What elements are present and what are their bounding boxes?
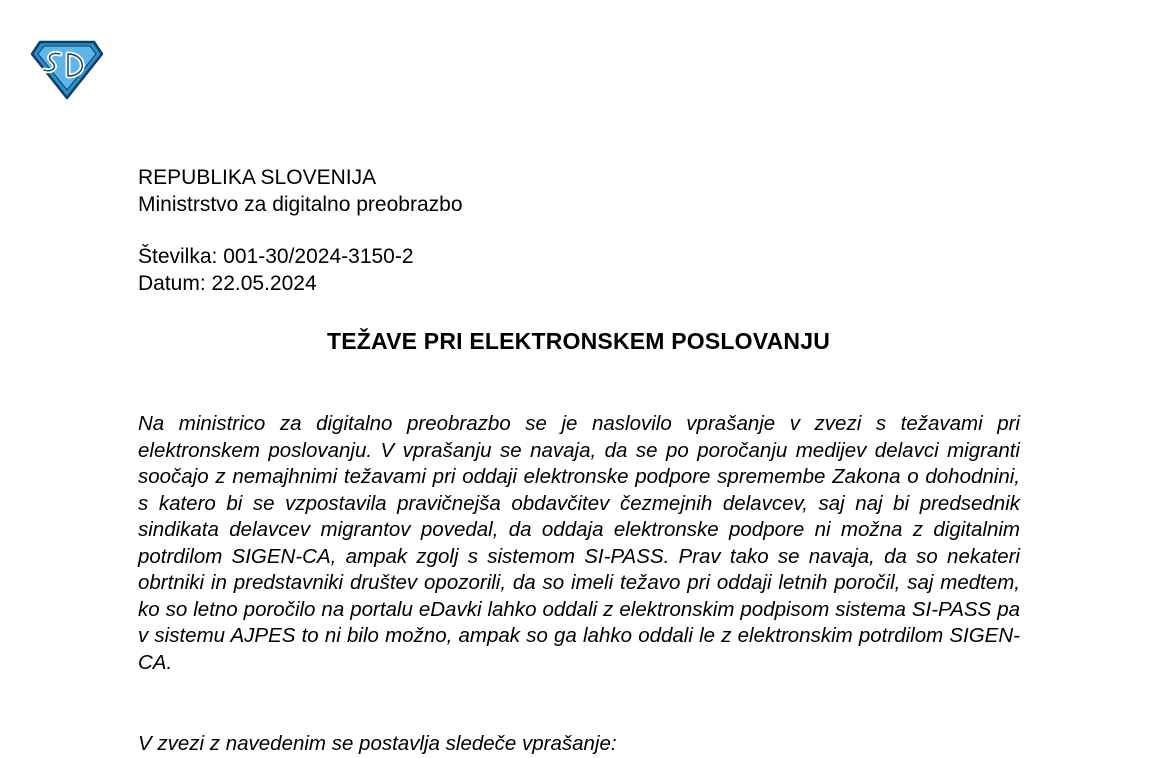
- ministry-name: Ministrstvo za digitalno preobrazbo: [138, 193, 463, 216]
- question-intro-paragraph: V zvezi z navedenim se postavlja sledeče vprašanje:: [138, 732, 617, 755]
- republic-heading: REPUBLIKA SLOVENIJA: [138, 166, 377, 189]
- body-paragraph: Na ministrico za digitalno preobrazbo se je naslovilo vprašanje v zvezi s težavami pri elektronskem poslovanju. V vprašanju se navaja, da se po poročanju medijev delavci migranti soočajo z nemajhnimi težavami pri oddaji elektronske podpore spremembe Zakona o dohodnini, s katero bi se vzpostavila pravičnejša obdavčitev čezmejnih delavcev, saj naj bi predsednik sindikata delavcev migrantov povedal, da oddaja elektronske podpore ni možna z digitalnim potrdilom SIGEN-CA, ampak zgolj s sistemom SI-PASS. Prav tako se navaja, da so nekateri obrtniki in predstavniki društev opozorili, da so imeli težavo pri oddaji letnih poročil, saj medtem, ko so letno poročilo na portalu eDavki lahko oddali z elektronskim podpisom sistema SI-PASS pa v sistemu AJPES to ni bilo možno, ampak so ga lahko oddali le z elektronskim potrdilom SIGEN-CA.: [138, 412, 1020, 674]
- document-number: Številka: 001-30/2024-3150-2: [138, 245, 414, 268]
- document-title: TEŽAVE PRI ELEKTRONSKEM POSLOVANJU: [326, 328, 831, 354]
- document-date: Datum: 22.05.2024: [138, 272, 317, 295]
- sd-logo: [30, 40, 104, 100]
